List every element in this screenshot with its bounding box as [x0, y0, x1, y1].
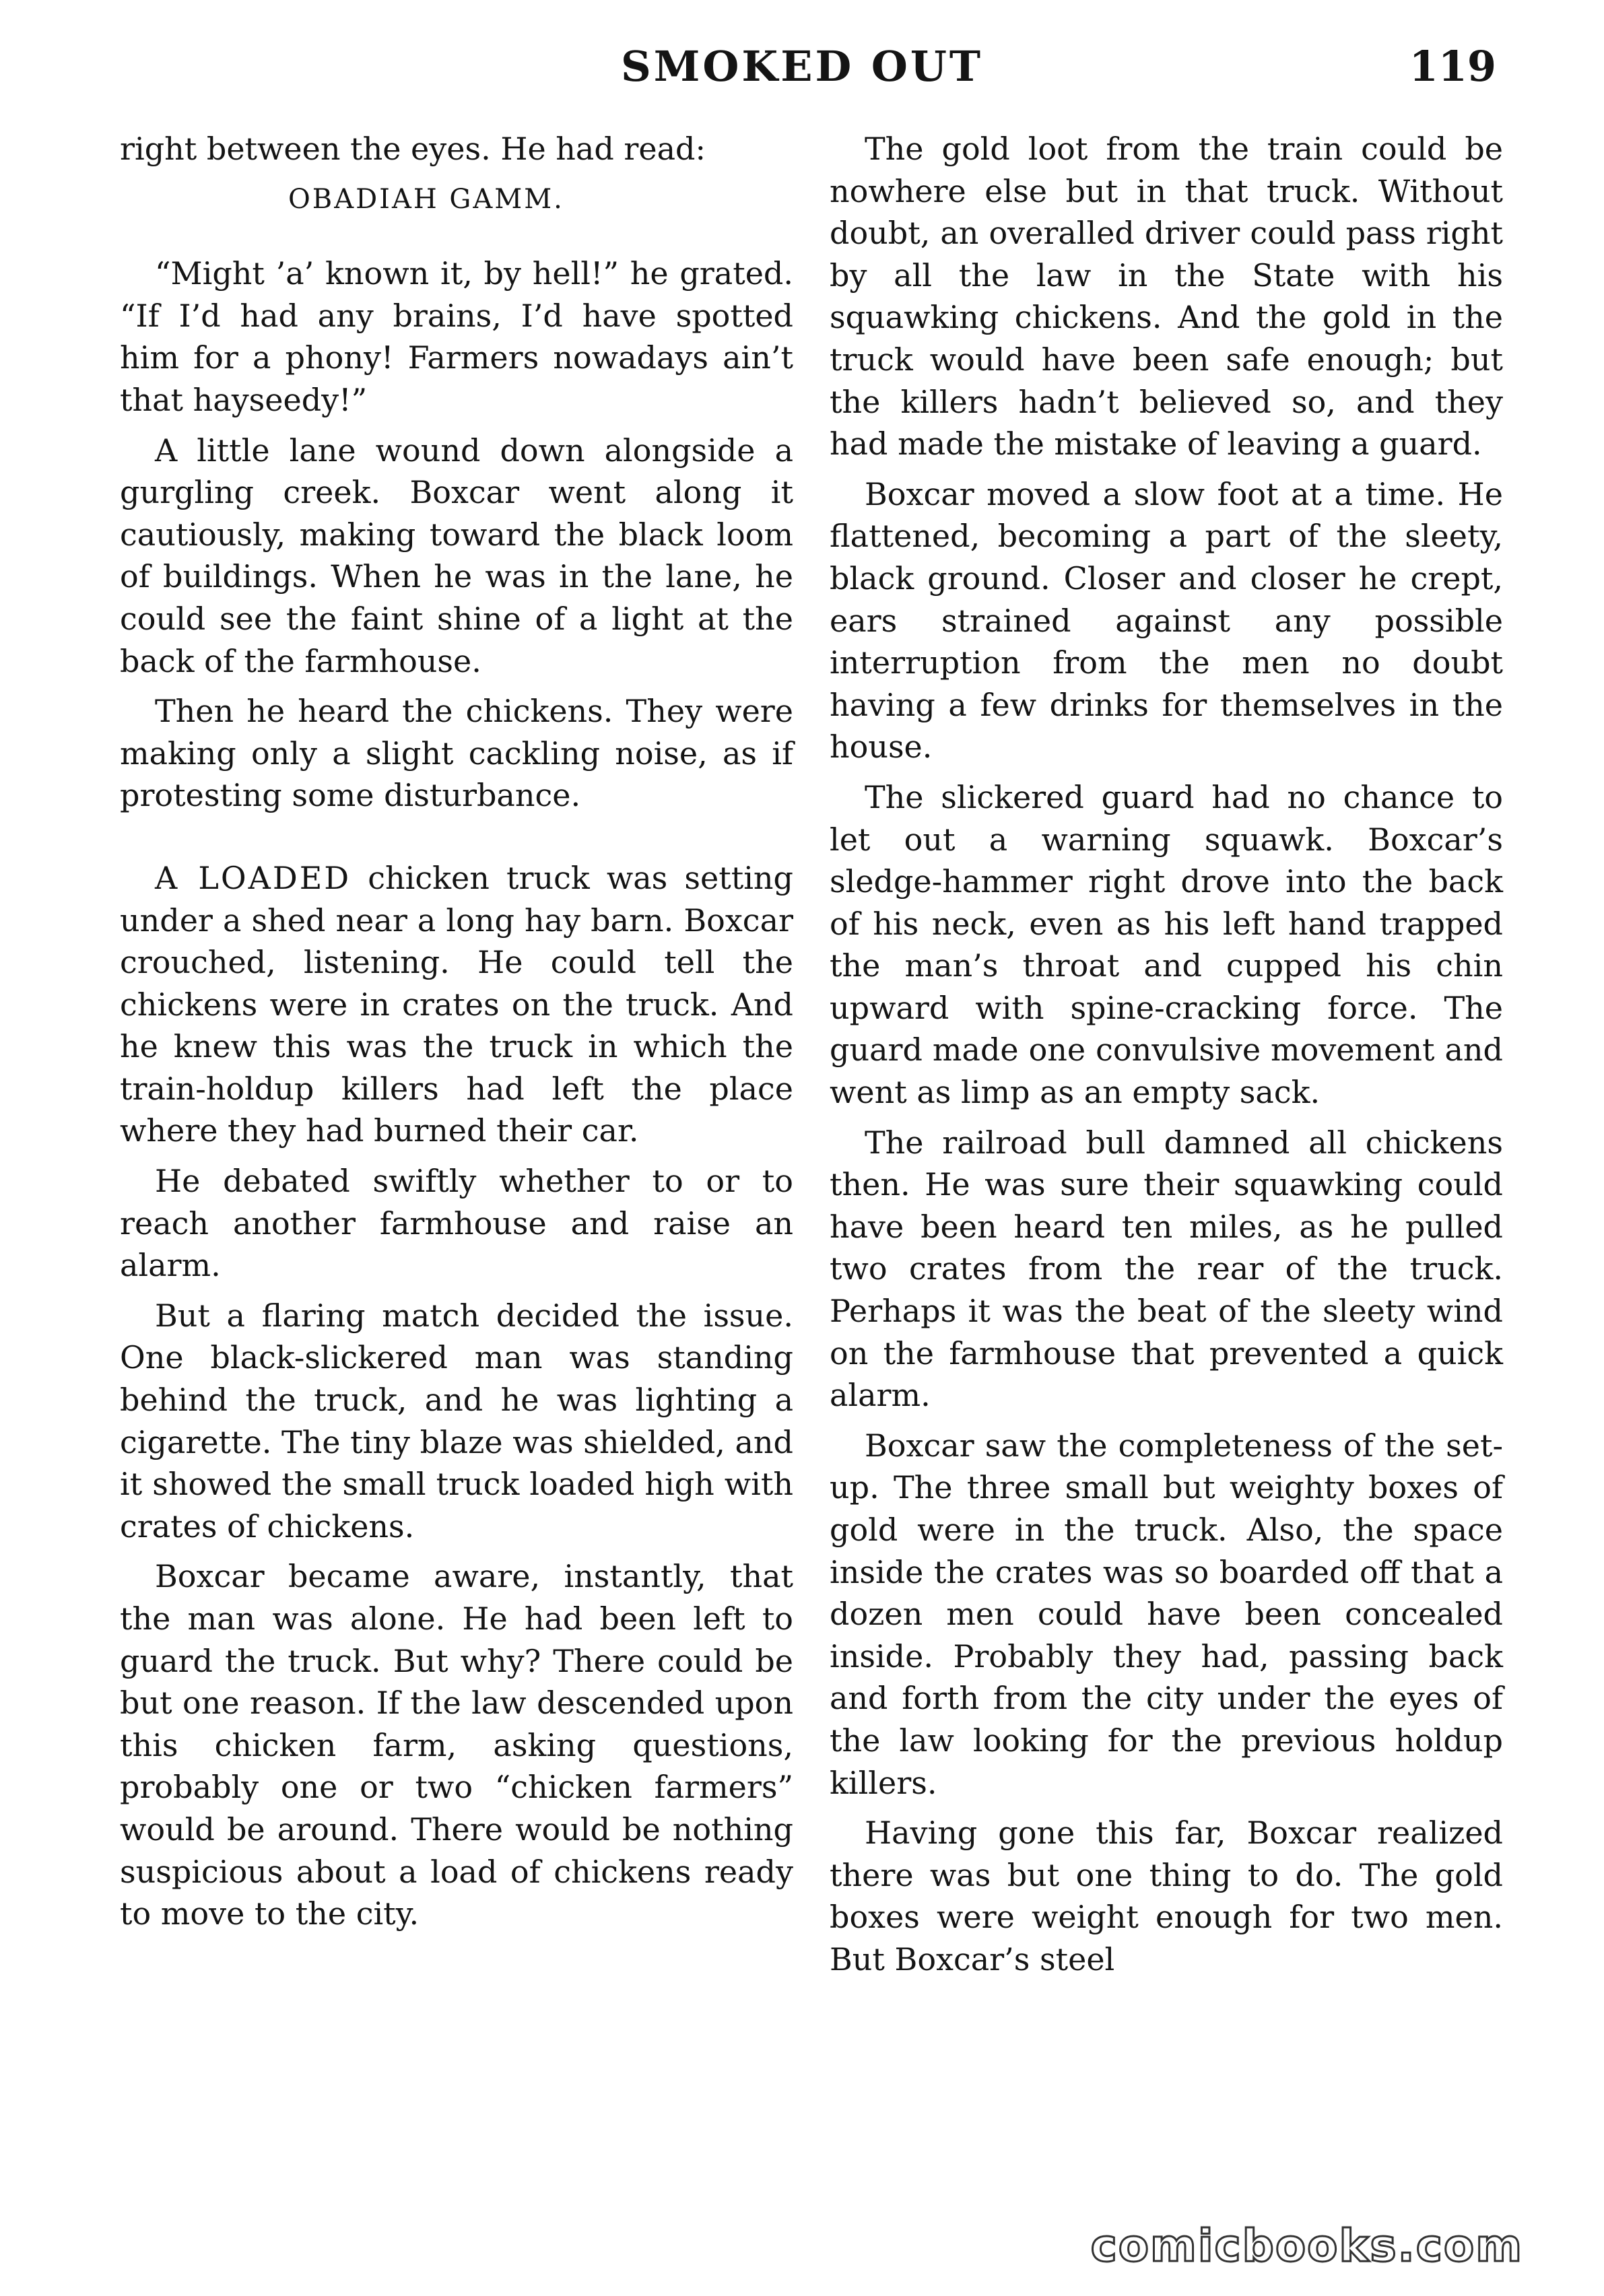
page-header [108, 42, 1496, 102]
paragraph: Boxcar became aware, instantly, that the man was alone. He had been left to guard the truck. But why? There could be but one reason. If the law descended upon this chicken farm, asking questions, probably one or two “chicken farmers” would be around. There would be nothing suspicious about a load of chickens ready to move to the city. [120, 1558, 793, 1932]
paragraph: Boxcar saw the completeness of the set-up. The three small but weighty boxes of gold were in the truck. Also, the space inside the crates was so boarded off that a dozen men could have been concealed inside. Probably they had, passing back and forth from the city under the eyes of the law looking for the previous holdup killers. [830, 1427, 1503, 1801]
paragraph-text: chicken truck was setting under a shed near a long hay barn. Boxcar crouched, listening. He could tell the chickens were in crates on the truck. And he knew this was the truck in which the train-holdup killers had left the place where they had burned their car. [120, 859, 793, 1149]
paragraph: Having gone this far, Boxcar realized there was but one thing to do. The gold boxes were weight enough for two men. But Boxcar’s steel [830, 1815, 1503, 1978]
paragraph: Then he heard the chickens. They were making only a slight cackling noise, as if protesting some disturbance. [120, 693, 793, 814]
running-title: SMOKED OUT [620, 42, 984, 91]
paragraph: “Might ’a’ known it, by hell!” he grated. “If I’d had any brains, I’d have spotted him for a phony! Farmers nowadays ain’t that hayseedy!” [120, 255, 793, 418]
paragraph: But a flaring match decided the issue. One black-slickered man was standing behind the truck, and he was lighting a cigarette. The tiny blaze was shielded, and it showed the small truck loaded high with crates of chickens. [120, 1297, 794, 1545]
paragraph: He debated swiftly whether to or to reach another farmhouse and raise an alarm. [120, 1163, 793, 1284]
site-watermark: comicbooks.com [1090, 2220, 1523, 2272]
paragraph: Boxcar moved a slow foot at a time. He flattened, becoming a part of the sleety, black ground. Closer and closer he crept, ears strained against any possible interruption from the men no doubt having a few drinks for themselves in the house. [830, 475, 1503, 766]
paragraph: The railroad bull damned all chickens then. He was sure their squawking could have been heard ten miles, as he pulled two crates from the rear of the truck. Perhaps it was the beat of the sleety wind on the farmhouse that prevented a quick alarm. [830, 1124, 1503, 1414]
paragraph: The gold loot from the train could be nowhere else but in that truck. Without doubt, an overalled driver could pass right by all the law in the State with his squawking chickens. And the gold in the truck would have been safe enough; but the killers hadn’t believed so, and they had made the mistake of leaving a guard. [830, 131, 1503, 463]
paragraph: right between the eyes. He had read: [120, 131, 706, 167]
right-column [830, 128, 1503, 1989]
section-start-paragraph [120, 857, 793, 1152]
section-lead-caps: A LOADED [155, 859, 352, 896]
note-signature: OBADIAH GAMM. [288, 183, 564, 215]
paragraph: The slickered guard had no chance to let out a warning squawk. Boxcar’s sledge-hammer right drove into the back of his neck, even as his left hand trapped the man’s throat and cupped his chin upward with spine-cracking force. The guard made one convulsive movement and went as limp as an empty sack. [830, 778, 1503, 1111]
paragraph: A little lane wound down alongside a gurgling creek. Boxcar went along it cautiously, making toward the black loom of buildings. When he was in the lane, he could see the faint shine of a light at the back of the farmhouse. [120, 432, 793, 679]
left-column [120, 128, 793, 1943]
page-number: 119 [1409, 42, 1496, 91]
